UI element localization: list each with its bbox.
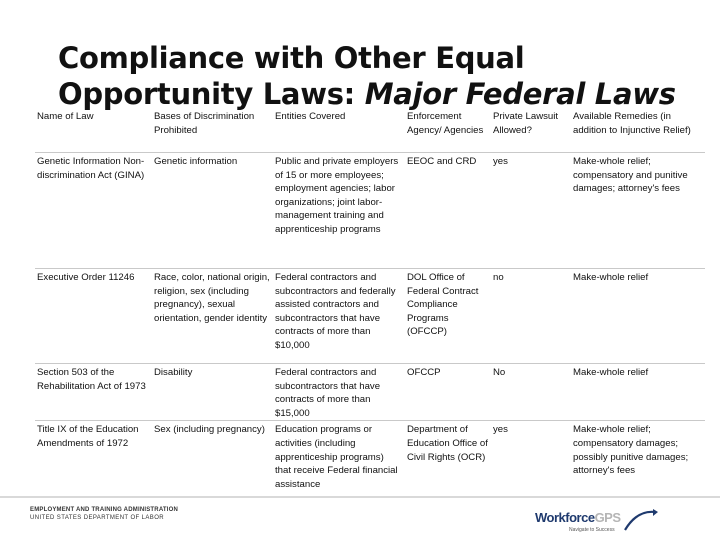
cell-remedies: Make-whole relief; compensatory damages; possibly punitive damages; attorney's fees bbox=[571, 421, 705, 491]
cell-remedies: Make-whole relief; compensatory and punitive damages; attorney's fees bbox=[571, 153, 705, 269]
cell-law: Executive Order 11246 bbox=[35, 269, 152, 364]
title-line-2-plain: Opportunity Laws: bbox=[58, 77, 355, 111]
table-header-row bbox=[35, 110, 705, 153]
cell-lawsuit: yes bbox=[491, 153, 571, 269]
header-enforcement: Enforcement Agency/ Agencies bbox=[407, 111, 484, 136]
cell-law: Section 503 of the Rehabilitation Act of 1973 bbox=[35, 364, 152, 421]
cell-enforcement: EEOC and CRD bbox=[405, 153, 491, 269]
header-name-of-law: Name of Law bbox=[37, 111, 94, 122]
cell-law: Title IX of the Education Amendments of 1972 bbox=[35, 421, 152, 491]
footer-divider bbox=[0, 496, 720, 498]
table-row bbox=[35, 364, 705, 421]
workforcegps-logo bbox=[535, 508, 695, 538]
cell-enforcement: OFCCP bbox=[405, 364, 491, 421]
cell-entities: Public and private employers of 15 or more employees; employment agencies; labor organizations; joint labor-management training and apprenticeship programs bbox=[273, 153, 405, 269]
table-row bbox=[35, 153, 705, 269]
navigation-arc-icon bbox=[623, 508, 659, 536]
header-bases: Bases of Discrimination Prohibited bbox=[154, 111, 255, 136]
cell-enforcement: Department of Education Office of Civil Rights (OCR) bbox=[405, 421, 491, 491]
cell-remedies: Make-whole relief bbox=[571, 269, 705, 364]
cell-entities: Education programs or activities (including apprenticeship programs) that receive Federal financial assistance bbox=[273, 421, 405, 491]
cell-lawsuit: No bbox=[491, 364, 571, 421]
header-remedies: Available Remedies (in addition to Injunctive Relief) bbox=[573, 111, 691, 136]
workforcegps-wordmark: WorkforceGPS bbox=[535, 510, 621, 525]
cell-bases: Genetic information bbox=[152, 153, 273, 269]
cell-enforcement: DOL Office of Federal Contract Compliance Programs (OFCCP) bbox=[405, 269, 491, 364]
cell-bases: Sex (including pregnancy) bbox=[152, 421, 273, 491]
table-row bbox=[35, 421, 705, 491]
header-entities: Entities Covered bbox=[275, 111, 346, 122]
cell-entities: Federal contractors and subcontractors and federally assisted contractors and subcontractors that have contracts of more than $10,000 bbox=[273, 269, 405, 364]
cell-remedies: Make-whole relief bbox=[571, 364, 705, 421]
title-line-1: Compliance with Other Equal bbox=[58, 41, 525, 75]
cell-bases: Disability bbox=[152, 364, 273, 421]
eta-line-1: EMPLOYMENT AND TRAINING ADMINISTRATION bbox=[30, 507, 179, 513]
workforcegps-tagline: Navigate to Success bbox=[569, 527, 615, 533]
federal-laws-table bbox=[35, 110, 705, 491]
header-private-lawsuit: Private Lawsuit Allowed? bbox=[493, 111, 559, 136]
title-line-2-italic: Major Federal Laws bbox=[364, 77, 676, 111]
cell-law: Genetic Information Non-discrimination Act (GINA) bbox=[35, 153, 152, 269]
eta-logo bbox=[30, 506, 178, 522]
title-line-2 bbox=[58, 76, 698, 112]
cell-bases: Race, color, national origin, religion, sex (including pregnancy), sexual orientation, gender identity bbox=[152, 269, 273, 364]
slide-title bbox=[58, 40, 698, 112]
cell-lawsuit: no bbox=[491, 269, 571, 364]
eta-line-2: UNITED STATES DEPARTMENT OF LABOR bbox=[30, 515, 164, 521]
cell-entities: Federal contractors and subcontractors that have contracts of more than $15,000 bbox=[273, 364, 405, 421]
table-row bbox=[35, 269, 705, 364]
cell-lawsuit: yes bbox=[491, 421, 571, 491]
